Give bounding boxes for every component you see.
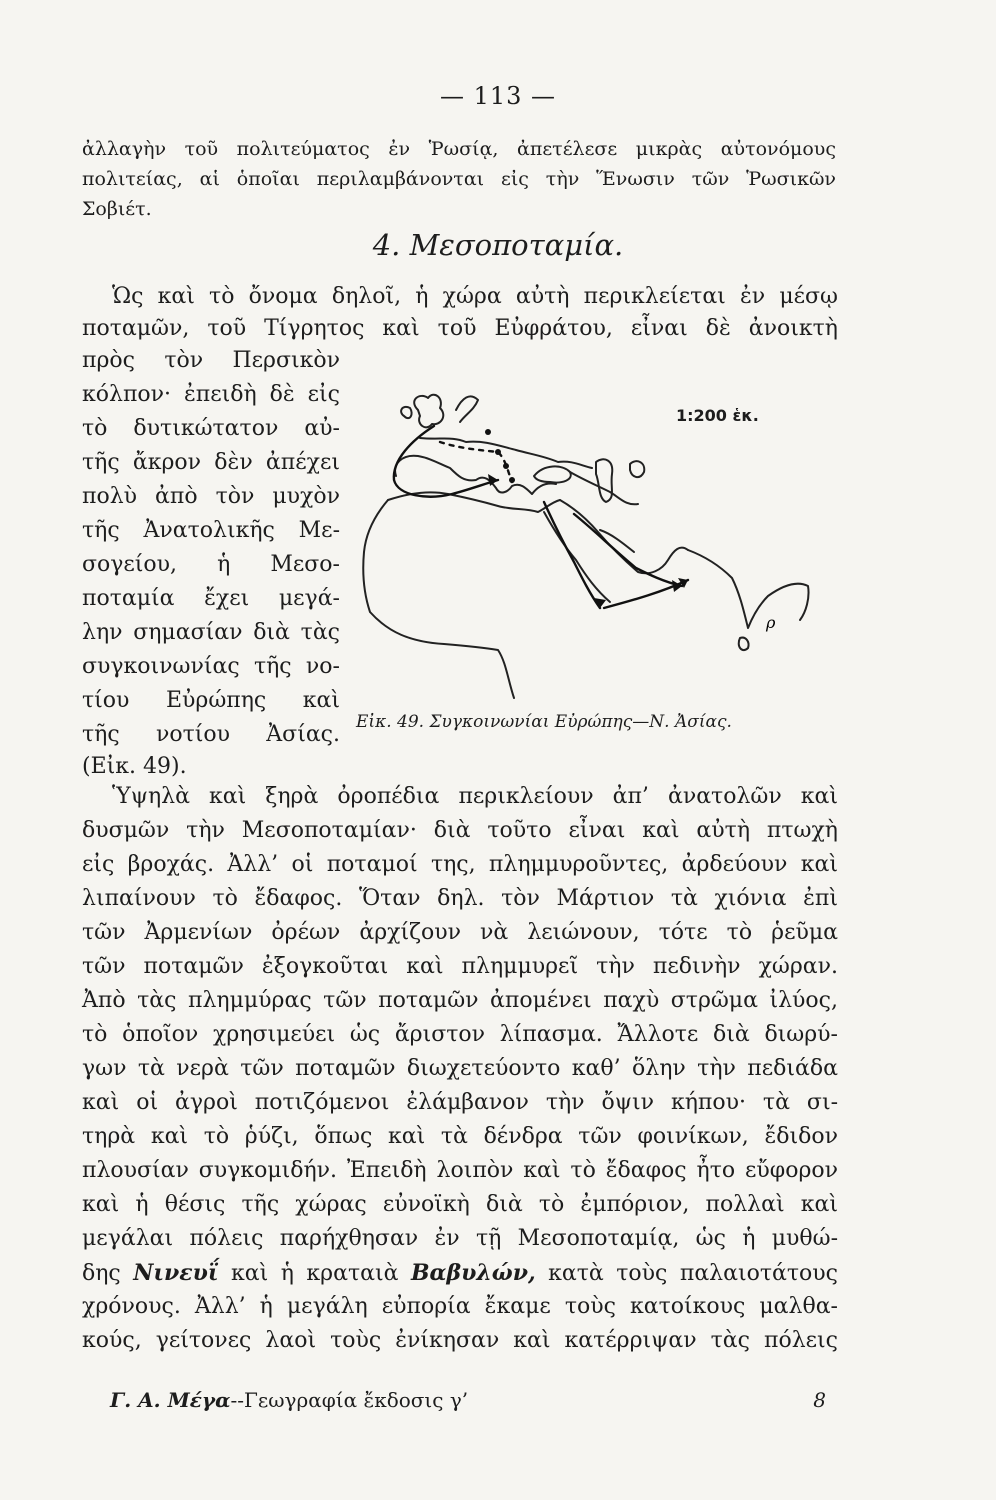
africa-outline bbox=[363, 500, 514, 698]
figure-caption: Εἰκ. 49. Συγκοινωνίαι Εὐρώπης—Ν. Ἀσίας. bbox=[356, 712, 732, 732]
route-map-figure bbox=[348, 380, 818, 700]
arabia-coast bbox=[560, 500, 688, 573]
text-run: δης bbox=[82, 1261, 134, 1286]
paragraph-line: καὶ οἱ ἀγροὶ ποτιζόμενοι ἐλάμβανον τὴν ὄψιν κήπου· τὰ σι- bbox=[82, 1090, 838, 1115]
page-footer bbox=[110, 1388, 826, 1412]
paragraph-line: εἰς βροχάς. Ἀλλ’ οἱ ποταμοί της, πλημμυροῦντες, ἀρδεύουν καὶ bbox=[82, 852, 838, 877]
caspian-sea bbox=[596, 459, 612, 502]
paragraph-line: δυσμῶν τὴν Μεσοποταμίαν· διὰ τοῦτο εἶναι καὶ αὐτὴ πτωχὴ bbox=[82, 818, 838, 843]
wrap-line: λην σημασίαν διὰ τὰς bbox=[82, 620, 340, 645]
wrap-line: τίου Εὐρώπης καὶ bbox=[82, 688, 340, 713]
paragraph-line: Ὡς καὶ τὸ ὄνομα δηλοῖ, ἡ χώρα αὐτὴ περικλείεται ἐν μέσῳ bbox=[112, 284, 838, 309]
paragraph-line: γων τὰ νερὰ τῶν ποταμῶν διωχετεύοντο καθ’ ὅλην τὴν πεδιάδα bbox=[82, 1056, 838, 1081]
intro-line-2: πολιτείας, αἱ ὁποῖαι περιλαμβάνονται εἰς τὴν Ἕνωσιν τῶν Ῥωσικῶν bbox=[82, 168, 836, 190]
wrap-line: τῆς νοτίου Ἀσίας. bbox=[82, 722, 340, 747]
signature-mark: 8 bbox=[813, 1388, 826, 1412]
route-overland bbox=[440, 442, 512, 482]
paragraph-line: πλουσίαν συγκομιδήν. Ἐπειδὴ λοιπὸν καὶ τὸ ἔδαφος ἦτο εὔφορον bbox=[82, 1158, 838, 1183]
black-sea bbox=[534, 466, 571, 482]
paragraph-line: καὶ ἡ θέσις τῆς χώρας εὐνοϊκὴ διὰ τὸ ἐμπόριον, πολλαὶ καὶ bbox=[82, 1192, 838, 1217]
route-node bbox=[485, 429, 491, 435]
wrap-line: συγκοινωνίας τῆς νο- bbox=[82, 654, 340, 679]
wrap-line: τῆς Ἀνατολικῆς Με- bbox=[82, 518, 340, 543]
section-heading: 4. Μεσοποταμία. bbox=[372, 228, 624, 262]
scandinavia-outline bbox=[456, 396, 478, 422]
paragraph-line: λιπαίνουν τὸ ἔδαφος. Ὅταν δηλ. τὸν Μάρτιον τὰ χιόνια ἐπὶ bbox=[82, 886, 838, 911]
paragraph-line: τὸ ὁποῖον χρησιμεύει ὡς ἄριστον λίπασμα. Ἄλλοτε διὰ διωρύ- bbox=[82, 1022, 838, 1047]
footer-author: Γ. Α. Μέγα bbox=[110, 1388, 231, 1412]
wrap-line: κόλπον· ἐπειδὴ δὲ εἰς bbox=[82, 382, 340, 407]
route-node bbox=[495, 449, 501, 455]
text-run: κατὰ τοὺς παλαιοτάτους bbox=[535, 1261, 838, 1286]
map-label: ρ bbox=[766, 613, 776, 632]
paragraph-line: χρόνους. Ἀλλ’ ἡ μεγάλη εὐπορία ἔκαμε τοὺς κατοίκους μαλθα- bbox=[82, 1294, 838, 1319]
footer-title: --Γεωγραφία ἔκδοσις γ’ bbox=[230, 1388, 469, 1412]
paragraph-line: μεγάλαι πόλεις παρήχθησαν ἐν τῇ Μεσοποταμίᾳ, ὡς ἡ μυθώ- bbox=[82, 1226, 838, 1251]
ireland-outline bbox=[401, 407, 411, 418]
paragraph-line: τηρὰ καὶ τὸ ῥύζι, ὅπως καὶ τὰ δένδρα τῶν φοινίκων, ἔδιδον bbox=[82, 1124, 838, 1149]
text-run: καὶ ἡ κραταιὰ bbox=[218, 1261, 411, 1286]
wrap-line: ποταμία ἔχει μεγά- bbox=[82, 586, 340, 611]
paragraph-line: τῶν Ἀρμενίων ὀρέων ἀρχίζουν νὰ λειώνουν, τότε τὸ ῥεῦμα bbox=[82, 920, 838, 945]
wrap-line: (Εἰκ. 49). bbox=[82, 754, 187, 779]
intro-line-1: ἀλλαγὴν τοῦ πολιτεύματος ἐν Ῥωσίᾳ, ἀπετέλεσε μικρὰς αὐτονόμους bbox=[82, 138, 836, 160]
india-outline bbox=[688, 550, 809, 628]
route-node bbox=[503, 463, 509, 469]
wrap-line: σογείου, ἡ Μεσο- bbox=[82, 552, 340, 577]
paragraph-line: Ὑψηλὰ καὶ ξηρὰ ὀροπέδια περικλείουν ἀπ’ ἀνατολῶν καὶ bbox=[112, 784, 838, 809]
paragraph-line: τῶν ποταμῶν ἐξογκοῦται καὶ πλημμυρεῖ τὴν πεδινὴν χώραν. bbox=[82, 954, 838, 979]
paragraph-line-with-bold bbox=[82, 1258, 838, 1289]
wrap-line: πρὸς τὸν Περσικὸν bbox=[82, 348, 340, 373]
bold-name-nineveh: Νινευΐ bbox=[133, 1260, 219, 1286]
route-sea-atlantic bbox=[394, 426, 498, 497]
aral-sea bbox=[630, 461, 644, 477]
paragraph-line: κούς, γείτονες λαοὶ τοὺς ἐνίκησαν καὶ κατέρριψαν τὰς πόλεις bbox=[82, 1328, 838, 1353]
wrap-line: τὸ δυτικώτατον αὐ- bbox=[82, 416, 340, 441]
route-node bbox=[509, 477, 515, 483]
map-scale-label: 1:200 ἑκ. bbox=[676, 406, 759, 425]
page-number: — 113 — bbox=[439, 82, 557, 110]
paragraph-line: ποταμῶν, τοῦ Τίγρητος καὶ τοῦ Εὐφράτου, εἶναι δὲ ἀνοικτὴ bbox=[82, 316, 838, 341]
wrap-line: τῆς ἄκρον δὲν ἀπέχει bbox=[82, 450, 340, 475]
britain-outline bbox=[414, 395, 443, 428]
intro-line-3: Σοβιέτ. bbox=[82, 198, 152, 220]
bold-name-babylon: Βαβυλών, bbox=[410, 1260, 536, 1286]
wrap-line: πολὺ ἀπὸ τὸν μυχὸν bbox=[82, 484, 340, 509]
ceylon-outline bbox=[739, 638, 749, 650]
paragraph-line: Ἀπὸ τὰς πλημμύρας τῶν ποταμῶν ἀπομένει παχὺ στρῶμα ἰλύος, bbox=[82, 988, 838, 1013]
